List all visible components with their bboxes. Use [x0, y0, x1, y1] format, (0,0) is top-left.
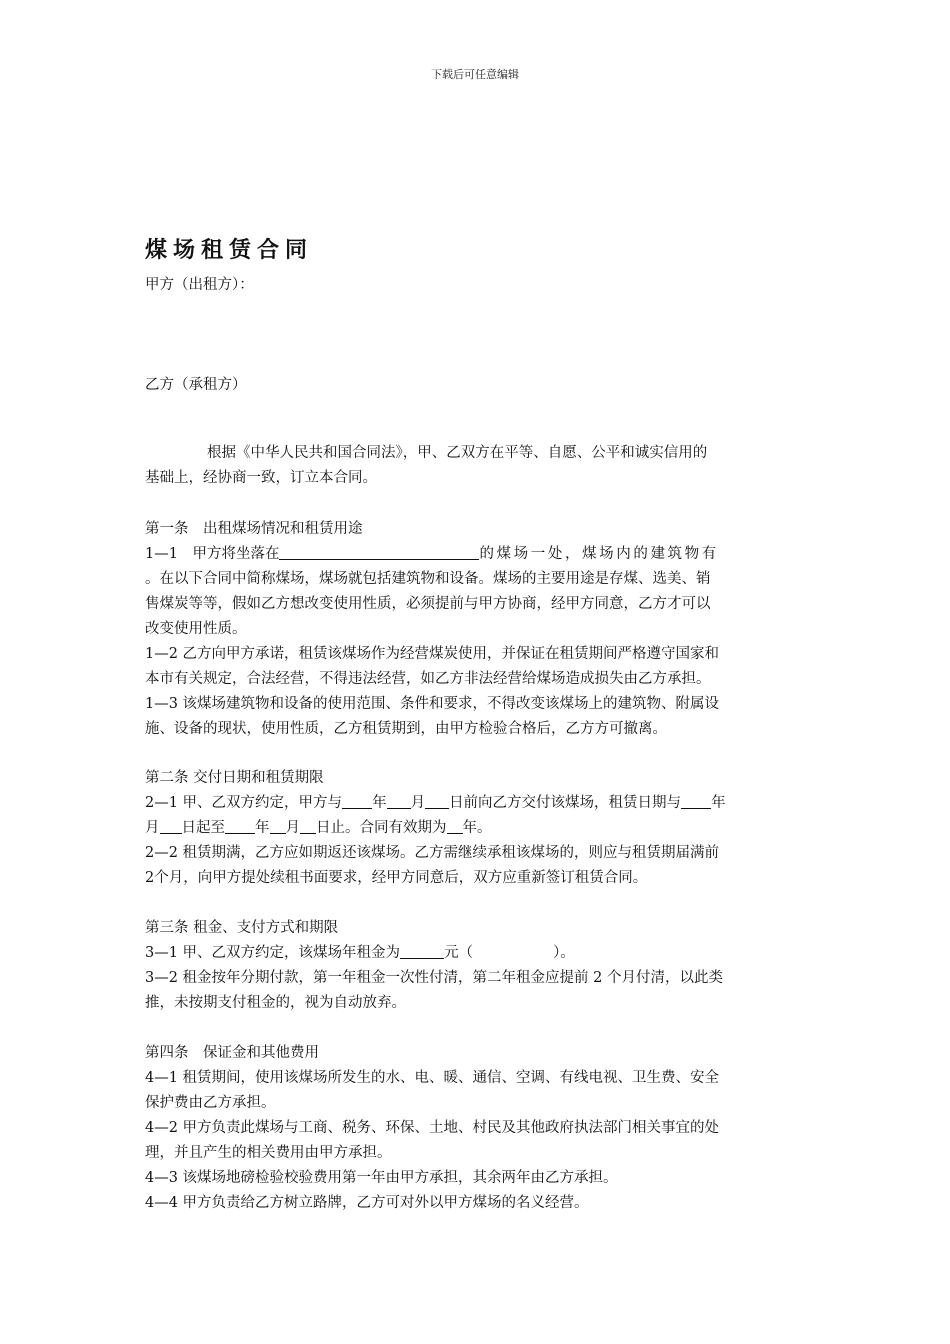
year-label: 年 — [711, 795, 726, 811]
clause-2-1-text-c: 日起至 — [181, 820, 225, 836]
article-3 — [145, 916, 807, 1016]
clause-1-1-line-4: 改变使用性质。 — [145, 621, 247, 637]
clause-2-1-line-2 — [145, 816, 807, 841]
article-4-heading: 第四条 保证金和其他费用 — [145, 1045, 319, 1061]
clause-2-2-line-2: 2个月，向甲方提处续租书面要求，经甲方同意后，双方应重新签订租赁合同。 — [145, 870, 648, 886]
preamble-line-2: 基础上，经协商一致，订立本合同。 — [145, 470, 377, 486]
month-label: 月 — [285, 820, 300, 836]
clause-2-1-text-b: 日前向乙方交付该煤场，租赁日期与 — [449, 795, 682, 811]
year-label: 年 — [255, 820, 270, 836]
annual-rent-blank — [400, 942, 444, 959]
month-label: 月 — [145, 820, 160, 836]
article-1 — [145, 517, 807, 742]
clause-1-1-text-a: 1—1 甲方将坐落在 — [145, 546, 280, 562]
end-month-blank — [270, 817, 286, 834]
clause-4-1-line-2: 保护费由乙方承担。 — [145, 1095, 276, 1111]
year-label: 年 — [372, 795, 387, 811]
article-1-heading: 第一条 出租煤场情况和租赁用途 — [145, 521, 363, 537]
location-blank — [279, 543, 479, 560]
validity-years-blank — [447, 817, 463, 834]
start-year-blank — [681, 792, 711, 809]
page-header-note: 下载后可任意编辑 — [431, 68, 519, 81]
month-label: 月 — [410, 795, 426, 811]
clause-2-1-text: 2—1 甲、乙双方约定，甲方与 — [145, 795, 343, 811]
party-b-label — [145, 373, 807, 398]
party-a-label — [145, 273, 807, 298]
article-3-heading: 第三条 租金、支付方式和期限 — [145, 920, 339, 936]
currency-label: 元（ — [444, 945, 474, 961]
clause-4-3: 4—3 该煤场地磅检验校验费用第一年由甲方承担，其余两年由乙方承担。 — [145, 1170, 618, 1186]
clause-3-2-line-2: 推，未按期支付租金的，视为自动放弃。 — [145, 995, 406, 1011]
clause-3-1 — [145, 941, 807, 966]
handover-month-blank — [387, 792, 411, 809]
party-a-text: 甲方（出租方）： — [145, 277, 254, 293]
clause-1-2-line-1: 1—2 乙方向甲方承诺，租赁该煤场作为经营煤炭使用，并保证在租赁期间严格遵守国家和 — [145, 646, 720, 662]
clause-3-1-close: ）。 — [553, 945, 575, 961]
party-b-text: 乙方（承租方） — [145, 377, 247, 393]
clause-1-2-line-2: 本市有关规定，合法经营，不得违法经营，如乙方非法经营给煤场造成损失由乙方承担。 — [145, 671, 711, 687]
clause-1-1-text-b: 的煤场一处，煤场内的建筑物有 — [479, 546, 719, 562]
clause-3-1-text: 3—1 甲、乙双方约定，该煤场年租金为 — [145, 945, 401, 961]
clause-4-1-line-1: 4—1 租赁期间，使用该煤场所发生的水、电、暖、通信、空调、有线电视、卫生费、安全 — [145, 1070, 720, 1086]
start-day-blank — [160, 817, 182, 834]
end-year-blank — [225, 817, 255, 834]
clause-2-1-text-e: 年。 — [462, 820, 492, 836]
article-4 — [145, 1041, 807, 1216]
preamble-line-1: 根据《中华人民共和国合同法》，甲、乙双方在平等、自愿、公平和诚实信用的 — [207, 445, 708, 461]
article-2 — [145, 766, 807, 891]
clause-1-3-line-1: 1—3 该煤场建筑物和设备的使用范围、条件和要求，不得改变该煤场上的建筑物、附属设 — [145, 696, 720, 712]
clause-1-1-line-2: 。在以下合同中简称煤场，煤场就包括建筑物和设备。煤场的主要用途是存煤、选美、销 — [145, 571, 711, 587]
clause-2-2-line-1: 2—2 租赁期满，乙方应如期返还该煤场。乙方需继续承租该煤场的，则应与租赁期届满前 — [145, 845, 720, 861]
clause-1-1-line-1 — [145, 542, 807, 567]
clause-4-2-line-1: 4—2 甲方负责此煤场与工商、税务、环保、土地、村民及其他政府执法部门相关事宜的处 — [145, 1120, 720, 1136]
clause-4-2-line-2: 理，并且产生的相关费用由甲方承担。 — [145, 1145, 392, 1161]
preamble — [145, 441, 807, 491]
clause-3-2-line-1: 3—2 租金按年分期付款，第一年租金一次性付清，第二年租金应提前 2 个月付清，以此类 — [145, 970, 724, 986]
clause-2-1-line-1 — [145, 791, 807, 816]
clause-1-1-line-3: 售煤炭等等，假如乙方想改变使用性质，必须提前与甲方协商，经甲方同意，乙方才可以 — [145, 596, 711, 612]
clause-1-3-line-2: 施、设备的现状，使用性质，乙方租赁期到，由甲方检验合格后，乙方方可撤离。 — [145, 721, 667, 737]
contract-title: 煤场租赁合同 — [145, 237, 314, 263]
clause-2-1-text-d: 日止。合同有效期为 — [316, 820, 447, 836]
article-2-heading: 第二条 交付日期和租赁期限 — [145, 770, 324, 786]
handover-year-blank — [342, 792, 372, 809]
end-day-blank — [300, 817, 316, 834]
handover-day-blank — [425, 792, 449, 809]
clause-4-4: 4—4 甲方负责给乙方树立路牌，乙方可对外以甲方煤场的名义经营。 — [145, 1195, 589, 1211]
